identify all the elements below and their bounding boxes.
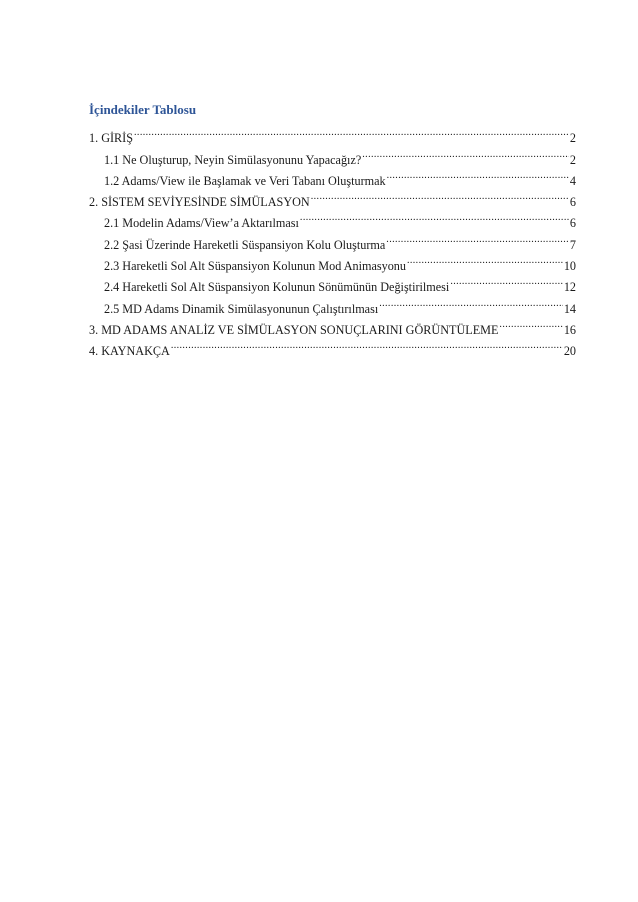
toc-dot-leader [311, 185, 569, 206]
toc-dot-leader [171, 334, 563, 355]
toc-title: İçindekiler Tablosu [89, 102, 197, 117]
toc-entry-page: 4 [569, 173, 576, 188]
toc-entry-page: 2 [569, 152, 576, 167]
toc-entry-label: 1.1 Ne Oluşturup, Neyin Simülasyonunu Yapacağız? [104, 152, 362, 167]
toc-entry-page: 7 [569, 237, 576, 252]
toc-dot-leader [386, 227, 569, 248]
table-of-contents [89, 100, 576, 359]
toc-dot-leader [134, 121, 569, 142]
toc-entry-giris[interactable] [89, 121, 576, 146]
toc-entry-1-1[interactable] [89, 142, 576, 167]
toc-entry-label: 4. KAYNAKÇA [89, 344, 170, 359]
toc-entry-label: 2.3 Hareketli Sol Alt Süspansiyon Kolunun Mod Animasyonu [104, 259, 406, 274]
toc-entry-label: 2.4 Hareketli Sol Alt Süspansiyon Kolunun Sönümünün Değiştirilmesi [104, 280, 450, 295]
toc-entry-page: 16 [563, 322, 576, 337]
toc-dot-leader [300, 206, 569, 227]
toc-dot-leader [362, 142, 569, 163]
toc-entry-page: 10 [563, 259, 576, 274]
toc-dot-leader [407, 249, 563, 270]
toc-dot-leader [387, 164, 569, 185]
toc-dot-leader [379, 291, 563, 312]
toc-dot-leader [499, 313, 562, 334]
toc-entry-label: 2. SİSTEM SEVİYESİNDE SİMÜLASYON [89, 195, 310, 210]
toc-entry-label: 1.2 Adams/View ile Başlamak ve Veri Tabanı Oluşturmak [104, 173, 386, 188]
toc-entry-label: 2.2 Şasi Üzerinde Hareketli Süspansiyon Kolu Oluşturma [104, 237, 386, 252]
toc-dot-leader [450, 270, 563, 291]
toc-entry-page: 6 [569, 216, 576, 231]
toc-entry-page: 14 [563, 301, 576, 316]
toc-list [89, 121, 576, 359]
toc-entry-label: 2.1 Modelin Adams/View’a Aktarılması [104, 216, 299, 231]
toc-entry-label: 3. MD ADAMS ANALİZ VE SİMÜLASYON SONUÇLARINI GÖRÜNTÜLEME [89, 322, 499, 337]
toc-entry-page: 12 [563, 280, 576, 295]
toc-entry-page: 2 [569, 131, 576, 146]
toc-entry-page: 6 [569, 195, 576, 210]
toc-entry-label: 2.5 MD Adams Dinamik Simülasyonunun Çalıştırılması [104, 301, 379, 316]
toc-entry-label: 1. GİRİŞ [89, 131, 134, 146]
toc-entry-page: 20 [563, 344, 576, 359]
